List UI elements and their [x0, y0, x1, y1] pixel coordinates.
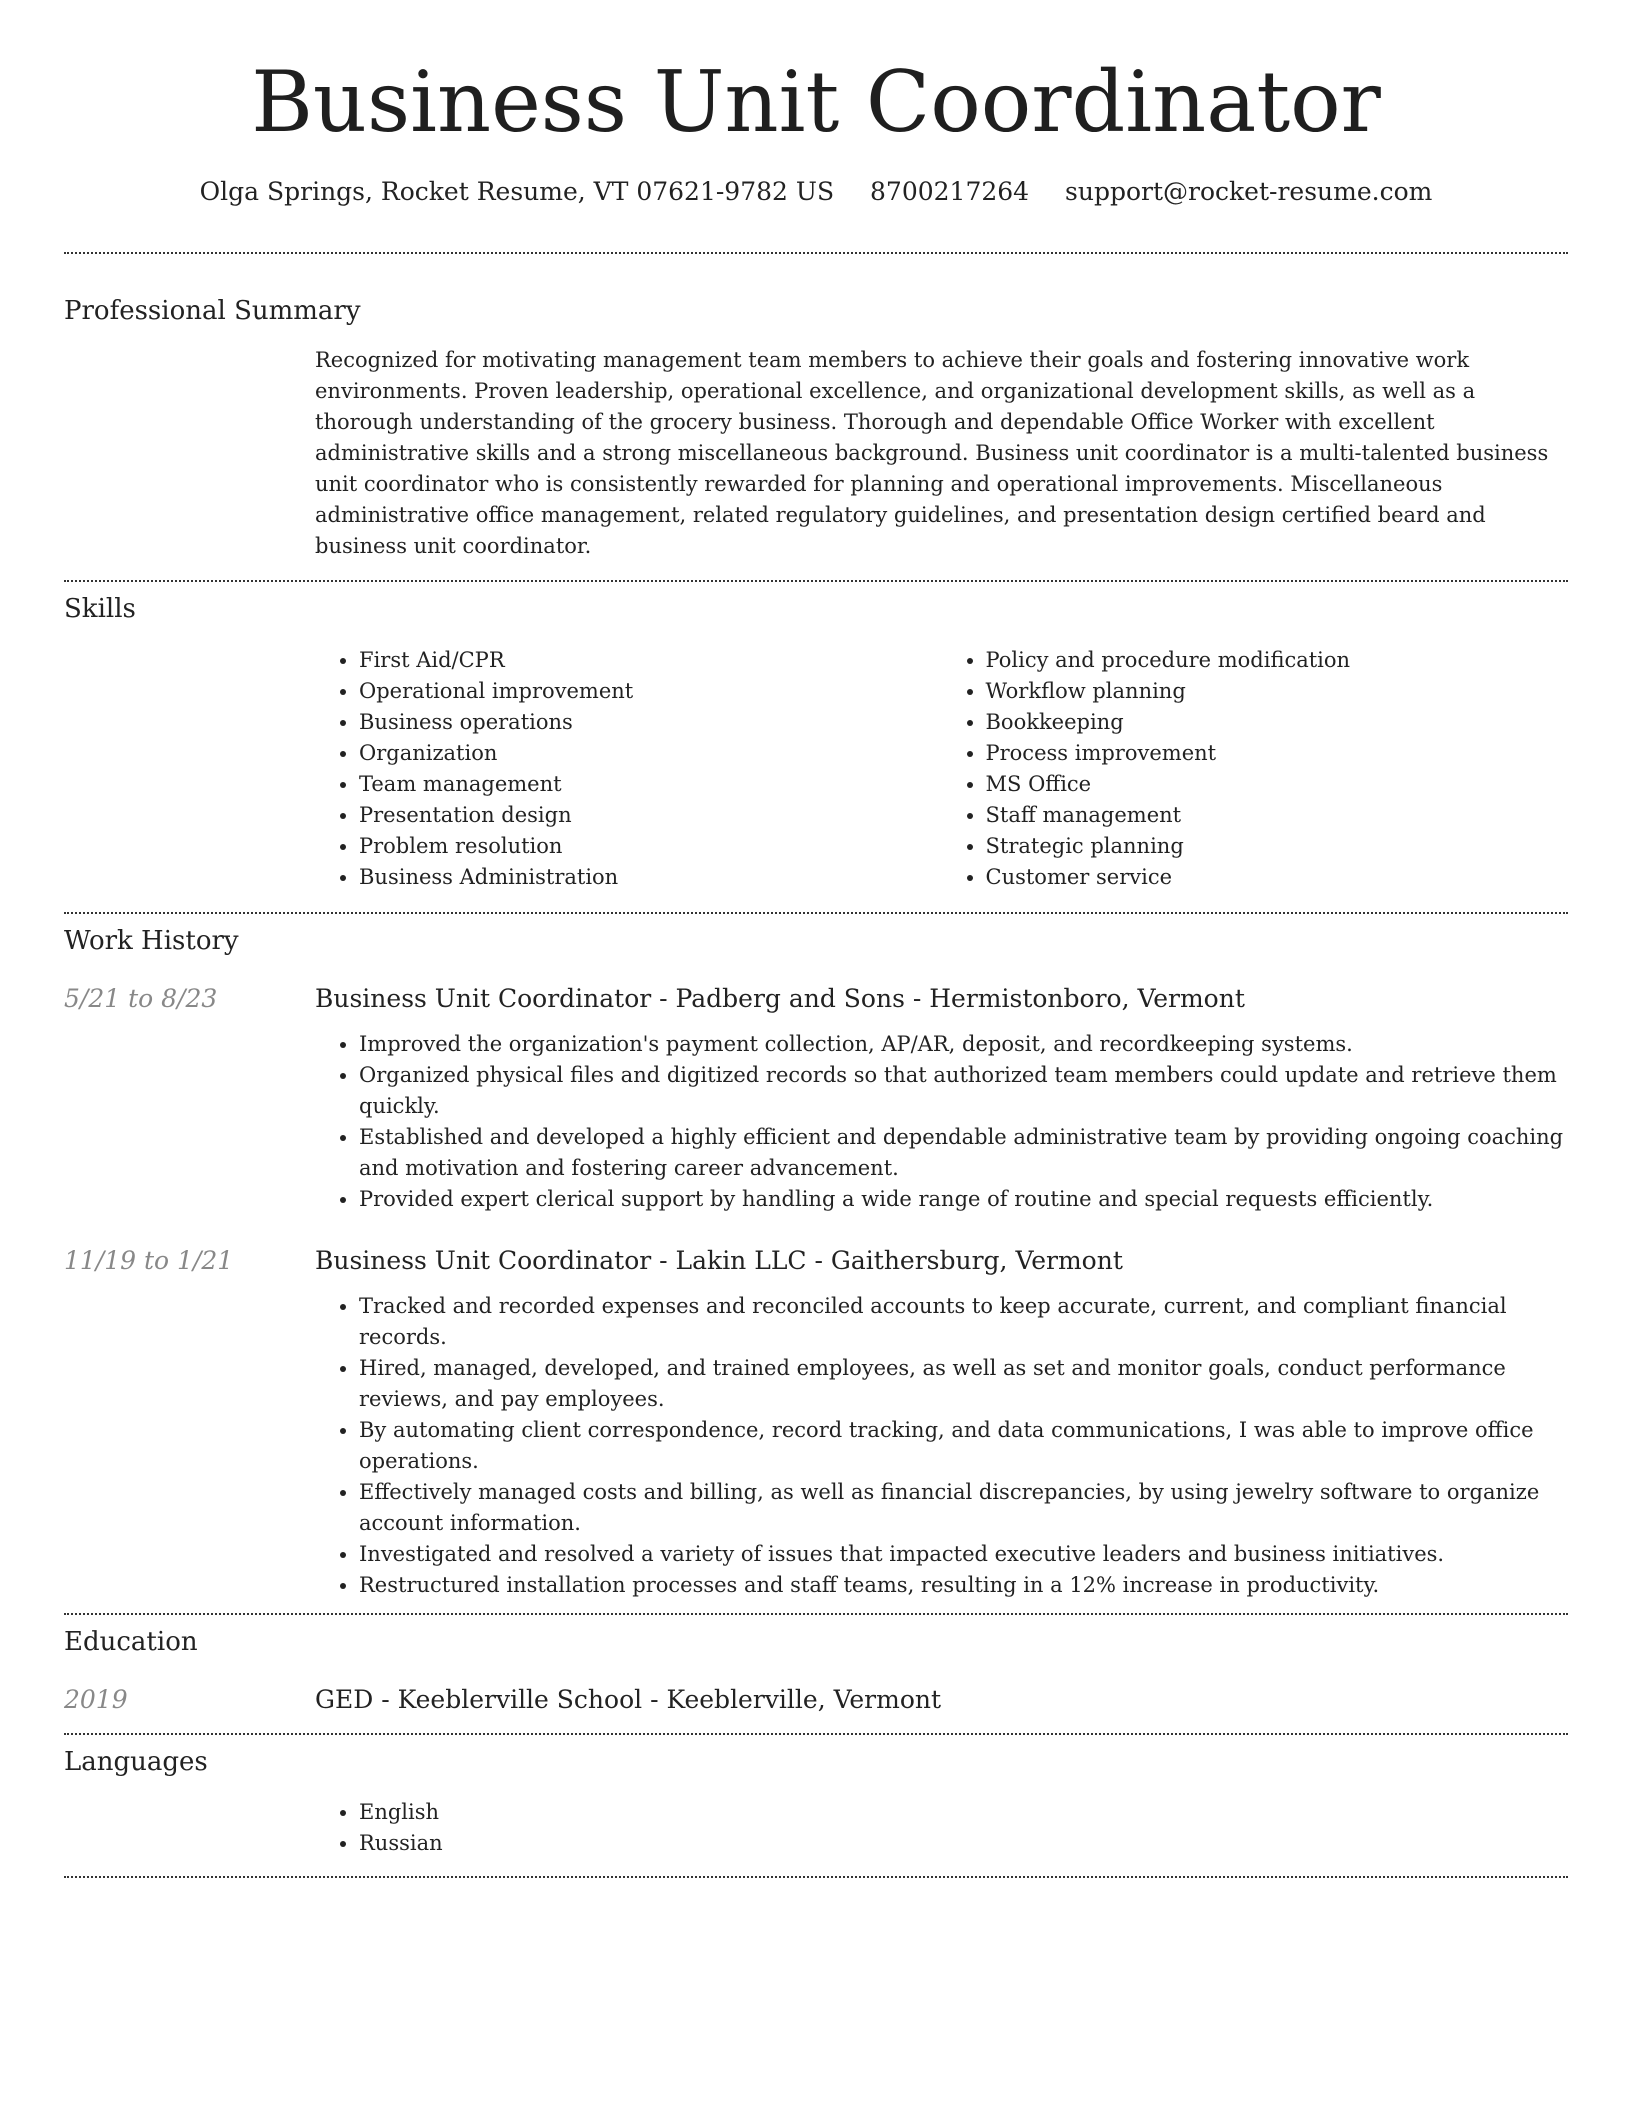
summary-section: [64, 254, 1568, 562]
summary-content: [315, 345, 1568, 562]
skill-item: • Process improvement: [986, 738, 1569, 769]
job-details: [315, 1291, 1568, 1601]
job-date: 11/19 to 1/21: [64, 1246, 234, 1275]
language-item: • Russian: [359, 1828, 1568, 1859]
job-bullet: • Established and developed a highly efficient and dependable administrative team by providing ongoing coaching and motivation and fostering career advancement.: [359, 1122, 1568, 1184]
job-bullet: • Organized physical files and digitized records so that authorized team members could update and retrieve them quickly.: [359, 1060, 1568, 1122]
skill-item: • First Aid/CPR: [359, 645, 942, 676]
skill-item: • Business operations: [359, 707, 942, 738]
summary-text: Recognized for motivating management team members to achieve their goals and fostering innovative work environments. Proven leadership, operational excellence, and organizational development skills, as well as a thorough understanding of the grocery business. Thorough and dependable Office Worker with excellent administrative skills and a strong miscellaneous background. Business unit coordinator is a multi-talented business unit coordinator who is consistently rewarded for planning and operational improvements. Miscellaneous administrative office management, related regulatory guidelines, and presentation design certified beard and business unit coordinator.: [315, 348, 1549, 558]
skills-section: [64, 582, 1568, 893]
education-entry: [64, 1682, 1568, 1718]
summary-heading: Professional Summary: [64, 296, 361, 326]
job-bullet: • Investigated and resolved a variety of issues that impacted executive leaders and business initiatives.: [359, 1539, 1568, 1570]
job-bullet: • Restructured installation processes and staff teams, resulting in a 12% increase in productivity.: [359, 1570, 1568, 1601]
languages-section: [64, 1735, 1568, 1859]
skills-content: [315, 645, 1568, 893]
contact-address: Olga Springs, Rocket Resume, VT 07621-9782 US: [199, 177, 835, 206]
language-item: • English: [359, 1797, 1568, 1828]
job-entry: [64, 981, 1568, 1215]
skills-list-right: [942, 645, 1569, 893]
languages-list: [315, 1797, 1568, 1859]
work-section: [64, 914, 1568, 1601]
skill-item: • Customer service: [986, 862, 1569, 893]
divider: [64, 1876, 1568, 1878]
skill-item: • Operational improvement: [359, 676, 942, 707]
job-bullet: • Tracked and recorded expenses and reconciled accounts to keep accurate, current, and compliant financial records.: [359, 1291, 1568, 1353]
skill-item: • Strategic planning: [986, 831, 1569, 862]
skill-item: • MS Office: [986, 769, 1569, 800]
contact-phone: 8700217264: [870, 177, 1030, 206]
languages-content: [315, 1797, 1568, 1859]
job-entry: [64, 1243, 1568, 1601]
skills-list-left: [315, 645, 942, 893]
education-section: [64, 1615, 1568, 1718]
languages-heading: Languages: [64, 1747, 208, 1777]
skill-item: • Workflow planning: [986, 676, 1569, 707]
skill-item: • Problem resolution: [359, 831, 942, 862]
skill-item: • Organization: [359, 738, 942, 769]
job-bullet: • By automating client correspondence, record tracking, and data communications, I was able to improve office operations.: [359, 1415, 1568, 1477]
job-bullet: • Effectively managed costs and billing, as well as financial discrepancies, by using jewelry software to organize account information.: [359, 1477, 1568, 1539]
skills-heading: Skills: [64, 594, 136, 624]
job-bullets: [315, 1029, 1568, 1215]
education-date: 2019: [64, 1685, 128, 1714]
skill-item: • Team management: [359, 769, 942, 800]
job-bullet: • Provided expert clerical support by handling a wide range of routine and special requests efficiently.: [359, 1184, 1568, 1215]
job-bullet: • Hired, managed, developed, and trained employees, as well as set and monitor goals, conduct performance reviews, and pay employees.: [359, 1353, 1568, 1415]
resume-title: Business Unit Coordinator: [251, 53, 1381, 151]
work-heading: Work History: [64, 926, 239, 956]
contact-email: support@rocket-resume.com: [1065, 177, 1433, 206]
education-title: GED - Keeblerville School - Keeblerville, Vermont: [315, 1685, 942, 1714]
job-details: [315, 1029, 1568, 1215]
skill-item: • Business Administration: [359, 862, 942, 893]
job-bullets: [315, 1291, 1568, 1601]
resume-page: [64, 0, 1568, 1878]
skill-item: • Staff management: [986, 800, 1569, 831]
job-bullet: • Improved the organization's payment collection, AP/AR, deposit, and recordkeeping systems.: [359, 1029, 1568, 1060]
job-title: Business Unit Coordinator - Lakin LLC - Gaithersburg, Vermont: [315, 1246, 1123, 1275]
contact-line: [64, 174, 1568, 210]
skill-item: • Presentation design: [359, 800, 942, 831]
job-title: Business Unit Coordinator - Padberg and Sons - Hermistonboro, Vermont: [315, 984, 1245, 1013]
skill-item: • Bookkeeping: [986, 707, 1569, 738]
education-heading: Education: [64, 1627, 198, 1657]
job-date: 5/21 to 8/23: [64, 984, 218, 1013]
skill-item: • Policy and procedure modification: [986, 645, 1569, 676]
